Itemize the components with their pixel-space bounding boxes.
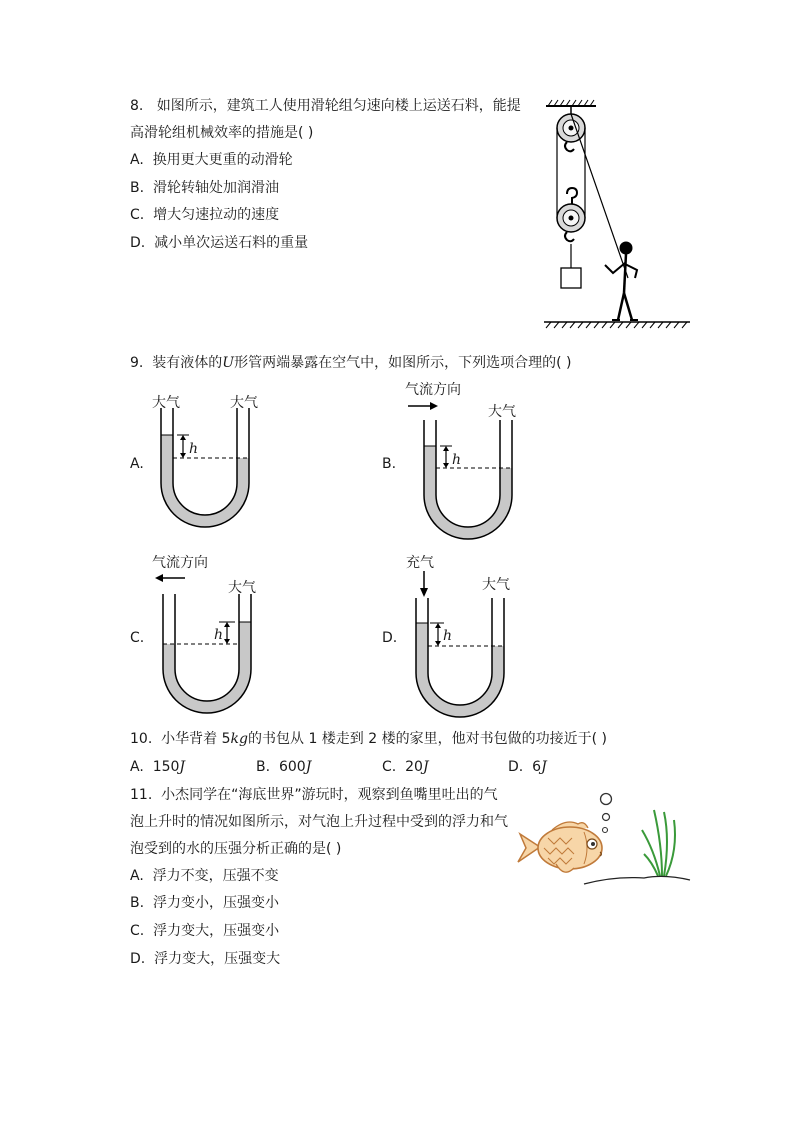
q10-option-c[interactable]: C. 20J — [382, 759, 429, 775]
q9-option-b-label[interactable]: B. — [382, 456, 397, 472]
pulley-figure — [540, 98, 695, 330]
q9-a-right-label: 大气 — [230, 395, 258, 411]
q10-option-a[interactable]: A. 150J — [130, 759, 186, 775]
q9-b-right-label: 大气 — [488, 404, 516, 420]
q10-option-d[interactable]: D. 6J — [508, 759, 547, 775]
q11-option-d[interactable]: D. 浮力变大，压强变大 — [130, 951, 281, 967]
q8-option-c[interactable]: C. 增大匀速拉动的速度 — [130, 207, 280, 223]
q9-c-right-label: 大气 — [228, 580, 256, 596]
q9-d-right-label: 大气 — [482, 577, 510, 593]
q9-b-h-label: h — [452, 452, 462, 468]
bubble-large — [601, 794, 612, 805]
q9-option-d-label[interactable]: D. — [382, 630, 398, 646]
q11-stem-line3: 泡受到的水的压强分析正确的是( ) — [130, 841, 342, 857]
q9-d-top-label: 充气 — [406, 555, 434, 571]
q8-stem-line1: 8. 如图所示，建筑工人使用滑轮组匀速向楼上运送石料，能提 — [130, 98, 521, 114]
q11-option-a[interactable]: A. 浮力不变，压强不变 — [130, 868, 279, 884]
bubble-medium — [603, 814, 610, 821]
q9-c-top-label: 气流方向 — [152, 555, 208, 571]
q9-b-utube — [418, 420, 518, 545]
q8-option-a[interactable]: A. 换用更大更重的动滑轮 — [130, 152, 293, 168]
q9-b-flow-arrow — [408, 400, 438, 412]
q8-number: 8. — [130, 98, 144, 114]
q9-b-top-label: 气流方向 — [405, 382, 461, 398]
seaweed — [642, 810, 675, 876]
q9-a-left-label: 大气 — [152, 395, 180, 411]
q9-a-utube — [155, 408, 255, 533]
q9-d-inflate-arrow — [418, 571, 430, 597]
q9-c-h-label: h — [214, 627, 224, 643]
q8-stem-line2: 高滑轮组机械效率的措施是( ) — [130, 125, 314, 141]
q11-option-b[interactable]: B. 浮力变小，压强变小 — [130, 895, 279, 911]
q9-option-c-label[interactable]: C. — [130, 630, 145, 646]
q8-option-d[interactable]: D. 减小单次运送石料的重量 — [130, 235, 309, 251]
q9-stem: 9. 装有液体的U形管两端暴露在空气中，如图所示，下列选项合理的( ) — [130, 355, 572, 371]
q10-stem: 10. 小华背着 5kg的书包从 1 楼走到 2 楼的家里，他对书包做的功接近于( ) — [130, 731, 607, 747]
q9-a-h-label: h — [189, 441, 199, 457]
q11-stem-line1: 11. 小杰同学在“海底世界”游玩时，观察到鱼嘴里吐出的气 — [130, 787, 498, 803]
q9-option-a-label[interactable]: A. — [130, 456, 144, 472]
q9-d-utube — [410, 598, 510, 723]
q11-stem-line2: 泡上升时的情况如图所示，对气泡上升过程中受到的浮力和气 — [130, 814, 508, 830]
q11-option-c[interactable]: C. 浮力变大，压强变小 — [130, 923, 280, 939]
q8-option-b[interactable]: B. 滑轮转轴处加润滑油 — [130, 180, 279, 196]
q9-c-flow-arrow — [155, 572, 185, 584]
q9-c-utube — [157, 594, 257, 719]
fish-figure — [514, 790, 694, 890]
bubble-small — [603, 828, 608, 833]
q10-option-b[interactable]: B. 600J — [256, 759, 312, 775]
q9-d-h-label: h — [443, 628, 453, 644]
fish-tail — [518, 834, 540, 862]
